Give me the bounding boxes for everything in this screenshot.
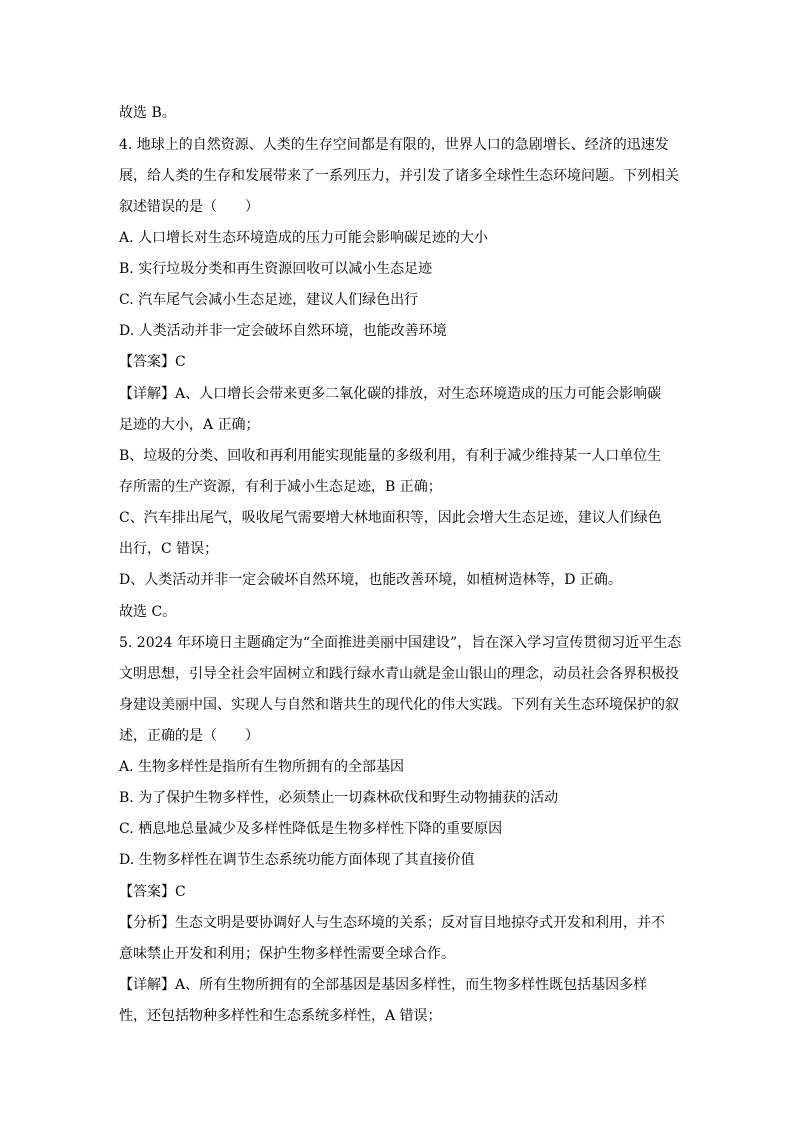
question-4-stem: 4. 地球上的自然资源、人类的生存空间都是有限的，世界人口的急剧增长、经济的迅速发 (119, 137, 669, 153)
question-4-explanation: 【详解】A、人口增长会带来更多二氧化碳的排放，对生态环境造成的压力可能会影响碳 (119, 386, 662, 402)
question-4-explanation: 出行，C 错误； (119, 541, 219, 557)
question-4-conclusion: 故选 C。 (119, 604, 177, 620)
question-5-option-a: A. 生物多样性是指所有生物所拥有的全部基因 (119, 759, 405, 775)
question-5-explanation: 性，还包括物种多样性和生态系统多样性，A 错误； (119, 1008, 442, 1024)
question-5-analysis: 【分析】生态文明是要协调好人与生态环境的关系；反对盲目地掠夺式开发和利用，并不 (119, 915, 665, 931)
question-4-option-c: C. 汽车尾气会减小生态足迹，建议人们绿色出行 (119, 292, 419, 308)
question-4-option-a: A. 人口增长对生态环境造成的压力可能会影响碳足迹的大小 (119, 230, 489, 246)
question-5-stem: 5. 2024 年环境日主题确定为“全面推进美丽中国建设”，旨在深入学习宣传贯彻习近平生态 (119, 635, 682, 651)
question-4-explanation: 存所需的生产资源，有利于减小生态足迹，B 正确； (119, 479, 442, 495)
question-5-explanation: 【详解】A、所有生物所拥有的全部基因是基因多样性，而生物多样性既包括基因多样 (119, 977, 648, 993)
question-4-stem: 叙述错误的是（ ） (119, 199, 259, 215)
question-5-option-d: D. 生物多样性在调节生态系统功能方面体现了其直接价值 (119, 852, 475, 868)
question-4-explanation: C、汽车排出尾气，吸收尾气需要增大林地面积等，因此会增大生态足迹，建议人们绿色 (119, 510, 662, 526)
question-5-answer: 【答案】C (119, 884, 186, 900)
question-5-option-b: B. 为了保护生物多样性，必须禁止一切森林砍伐和野生动物捕获的活动 (119, 790, 559, 806)
question-4-explanation: 足迹的大小，A 正确； (119, 417, 260, 433)
question-5-stem: 身建设美丽中国、实现人与自然和谐共生的现代化的伟大实践。下列有关生态环境保护的叙 (119, 697, 679, 713)
question-5-stem: 述，正确的是（ ） (119, 728, 259, 744)
question-4-answer: 【答案】C (119, 354, 186, 370)
question-5-stem: 文明思想，引导全社会牢固树立和践行绿水青山就是金山银山的理念，动员社会各界积极投 (119, 666, 679, 682)
question-4-explanation: D、人类活动并非一定会破坏自然环境，也能改善环境，如植树造林等，D 正确。 (119, 572, 622, 588)
question-4-option-b: B. 实行垃圾分类和再生资源回收可以减小生态足迹 (119, 261, 433, 277)
text-line: 故选 B。 (119, 105, 176, 121)
question-4-stem: 展，给人类的生存和发展带来了一系列压力，并引发了诸多全球性生态环境问题。下列相关 (119, 168, 679, 184)
question-4-explanation: B、垃圾的分类、回收和再利用能实现能量的多级利用，有利于减少维持某一人口单位生 (119, 448, 662, 464)
question-5-option-c: C. 栖息地总量减少及多样性降低是生物多样性下降的重要原因 (119, 821, 503, 837)
question-4-option-d: D. 人类活动并非一定会破坏自然环境，也能改善环境 (119, 323, 447, 339)
question-5-analysis: 意味禁止开发和利用；保护生物多样性需要全球合作。 (119, 946, 455, 962)
